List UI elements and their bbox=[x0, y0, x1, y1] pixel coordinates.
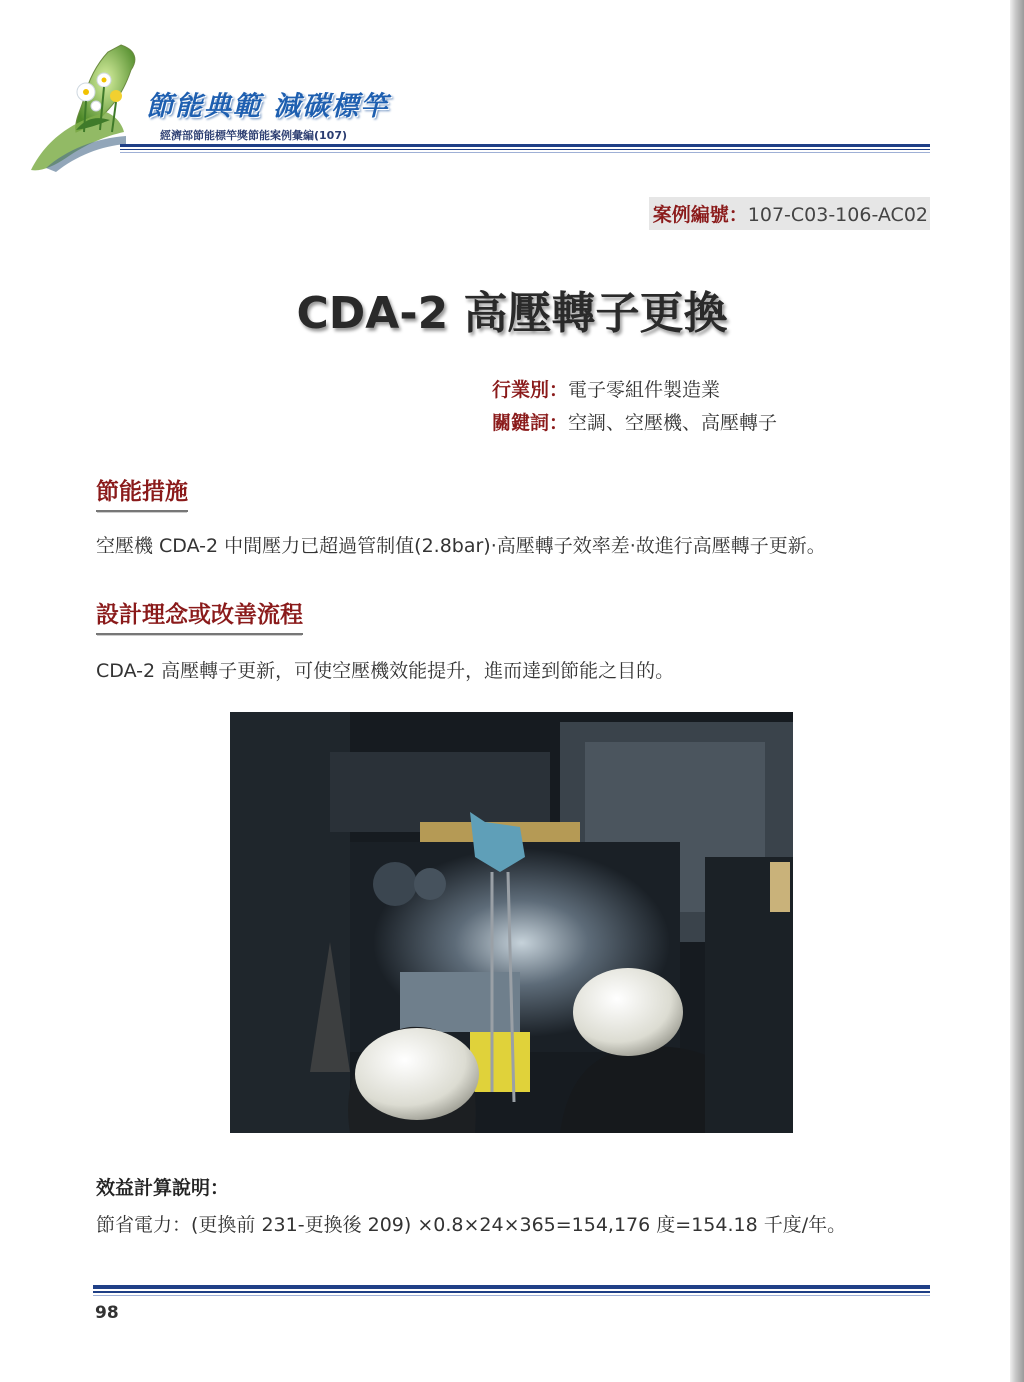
industry-value: 電子零組件製造業 bbox=[568, 379, 721, 401]
page-title: CDA-2 高壓轉子更換 bbox=[296, 288, 728, 339]
design-heading: 設計理念或改善流程 bbox=[96, 596, 303, 635]
design-text: CDA-2 高壓轉子更新，可使空壓機效能提升，進而達到節能之目的。 bbox=[96, 660, 675, 682]
keywords-row bbox=[492, 408, 777, 435]
brand-subtitle: 經濟部節能標竿獎節能案例彙編(107) bbox=[160, 129, 348, 142]
industry-label: 行業別： bbox=[492, 379, 569, 401]
footer-rule bbox=[93, 1291, 930, 1293]
benefit-heading: 效益計算說明： bbox=[96, 1177, 230, 1199]
taiwan-logo-icon bbox=[26, 40, 156, 180]
footer-rule bbox=[93, 1285, 930, 1289]
measures-text: 空壓機 CDA-2 中間壓力已超過管制值(2.8bar)·高壓轉子效率差·故進行高壓轉子更新。 bbox=[96, 535, 826, 557]
header-rule bbox=[120, 144, 930, 147]
header-rule bbox=[120, 152, 930, 153]
keywords-label: 關鍵詞： bbox=[492, 412, 569, 434]
measures-heading: 節能措施 bbox=[96, 473, 188, 512]
rotor-replacement-photo bbox=[230, 712, 793, 1133]
case-number-label: 案例編號： bbox=[652, 204, 748, 226]
case-number-box bbox=[649, 197, 930, 230]
benefit-calculation: 節省電力：(更換前 231-更換後 209) ×0.8×24×365=154,176 度=154.18 千度/年。 bbox=[96, 1214, 847, 1236]
industry-row bbox=[492, 375, 720, 402]
page-edge bbox=[1010, 0, 1024, 1382]
header-rule bbox=[120, 149, 930, 150]
brand-title: 節能典範 減碳標竿 bbox=[146, 91, 390, 122]
case-number-value: 107-C03-106-AC02 bbox=[747, 204, 928, 226]
footer-rule bbox=[93, 1295, 930, 1296]
page-number: 98 bbox=[95, 1303, 119, 1323]
keywords-value: 空調、空壓機、高壓轉子 bbox=[568, 412, 778, 434]
